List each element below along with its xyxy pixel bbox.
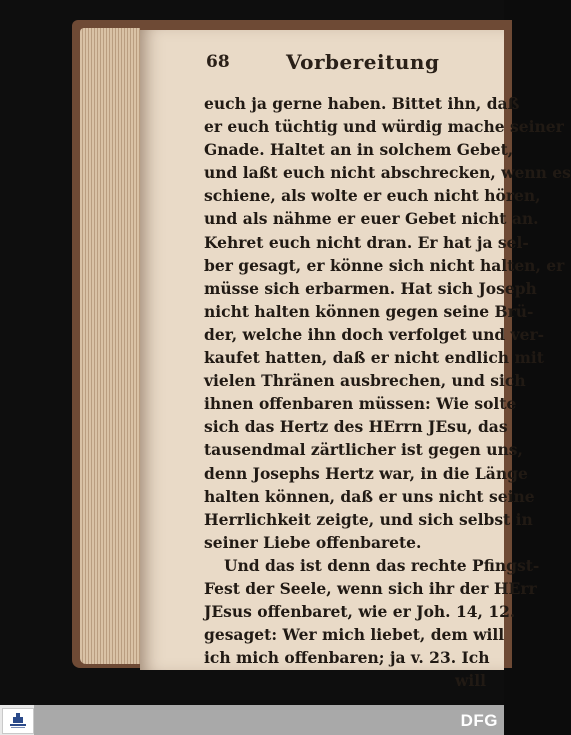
viewer-footer <box>0 705 504 735</box>
dfg-logo: DFG <box>460 711 498 730</box>
footer-bar <box>34 705 504 735</box>
text-line: ich mich offenbaren; ja v. 23. Ich <box>204 648 490 668</box>
text-line: vielen Thränen ausbrechen, und sich <box>204 371 526 391</box>
text-line: euch ja gerne haben. Bittet ihn, daß <box>204 94 520 113</box>
catchword: will <box>454 671 486 691</box>
text-line: müsse sich erbarmen. Hat sich Joseph <box>204 278 537 298</box>
text-line: Und das ist denn das rechte Pfingst- <box>224 555 540 575</box>
text-line: und als nähme er euer Gebet nicht an. <box>204 209 539 229</box>
text-line: Gnade. Haltet an in solchem Gebet, <box>204 140 514 160</box>
text-line: und laßt euch nicht abschrecken, wenn es <box>204 163 571 183</box>
text-line: halten können, daß er uns nicht seine <box>204 486 535 506</box>
text-line: Kehret euch nicht dran. Er hat ja sel- <box>204 232 529 252</box>
text-line: JEsus offenbaret, wie er Joh. 14, 12. <box>204 602 516 622</box>
text-line: Herrlichkeit zeigte, und sich selbst in <box>204 509 533 529</box>
running-title: Vorbereitung <box>286 50 440 74</box>
library-logo-icon <box>7 711 29 731</box>
text-line: schiene, als wolte er euch nicht hören, <box>204 186 541 206</box>
text-line: ihnen offenbaren müssen: Wie solte <box>204 394 517 414</box>
text-line: Fest der Seele, wenn sich ihr der HErr <box>204 578 537 598</box>
text-line: er euch tüchtig und würdig mache seiner <box>204 117 564 137</box>
page-edges <box>80 28 140 664</box>
text-line: nicht halten können gegen seine Brü- <box>204 301 534 321</box>
text-line: ber gesagt, er könne sich nicht halten, er <box>204 255 565 275</box>
body-text <box>204 92 571 692</box>
text-line: seiner Liebe offenbarete. <box>204 532 422 552</box>
text-line: kaufet hatten, daß er nicht endlich mit <box>204 348 544 368</box>
text-line: sich das Hertz des HErrn JEsu, das <box>204 417 508 437</box>
page-header <box>206 52 496 76</box>
text-line: tausendmal zärtlicher ist gegen uns, <box>204 440 523 460</box>
text-line: der, welche ihn doch verfolget und ver- <box>204 324 545 344</box>
text-line: denn Josephs Hertz war, in die Länge <box>204 463 528 483</box>
library-logo[interactable] <box>2 708 34 734</box>
page-number: 68 <box>206 52 230 72</box>
text-line: gesaget: Wer mich liebet, dem will <box>204 625 505 645</box>
